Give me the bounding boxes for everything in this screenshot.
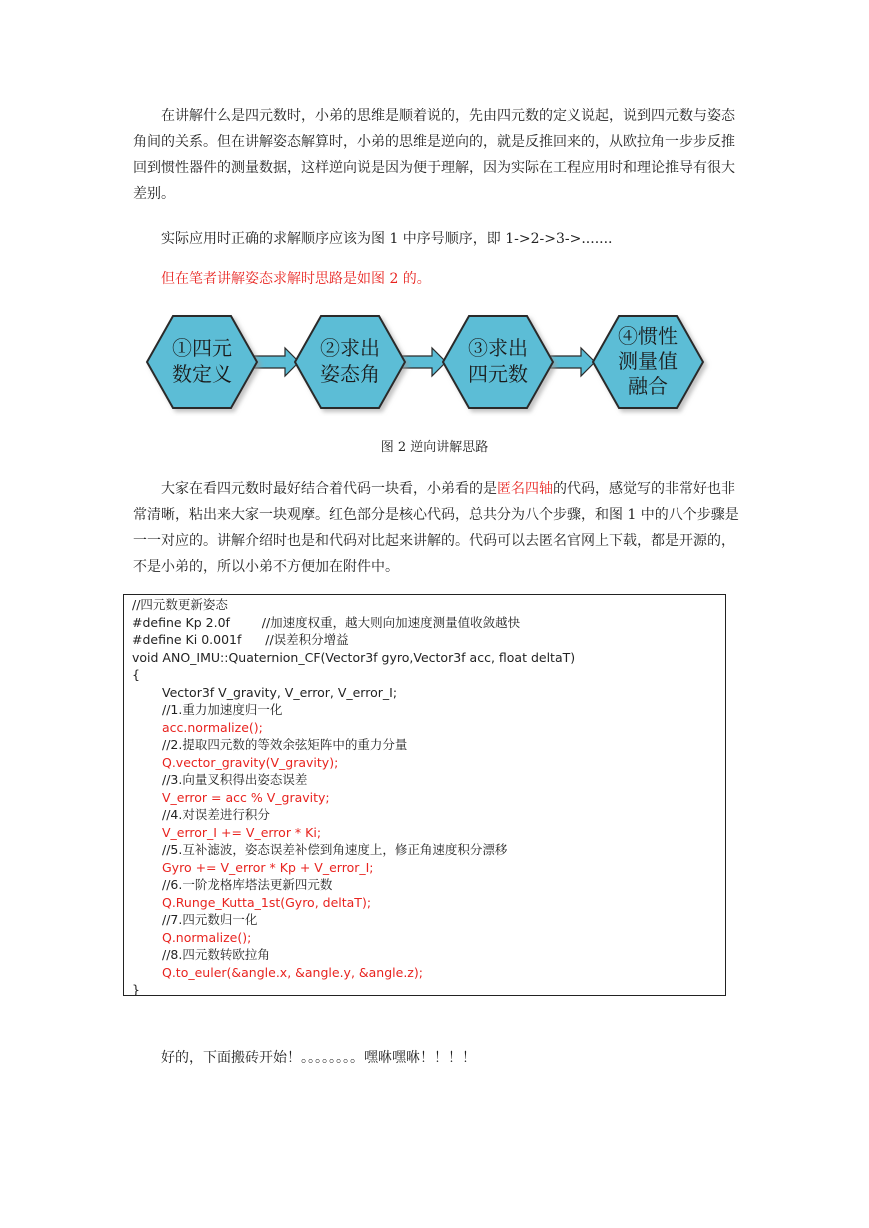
- code-line: }: [132, 982, 140, 997]
- order-paragraph: 实际应用时正确的求解顺序应该为图 1 中序号顺序，即 1->2->3->.......: [161, 231, 613, 247]
- code-line: Gyro += V_error * Kp + V_error_I;: [162, 859, 374, 875]
- code-line: Q.Runge_Kutta_1st(Gyro, deltaT);: [162, 894, 372, 910]
- step-2-hexagon: [295, 316, 405, 408]
- code-line: {: [132, 667, 140, 682]
- flow-arrow: [402, 348, 446, 376]
- step-3-hexagon: [443, 316, 553, 408]
- step-4-line2: 测量值: [618, 349, 678, 373]
- code-line: V_error = acc % V_gravity;: [162, 789, 330, 805]
- code-line: V_error_I += V_error * Ki;: [162, 824, 322, 840]
- code-line: //5.互补滤波，姿态误差补偿到角速度上，修正角速度积分漂移: [162, 842, 508, 857]
- code-line: void ANO_IMU::Quaternion_CF(Vector3f gyro,Vector3f acc, float deltaT): [132, 649, 576, 665]
- code-line: //8.四元数转欧拉角: [162, 947, 270, 962]
- code-intro-paragraph: [133, 476, 739, 580]
- code-line: acc.normalize();: [162, 719, 263, 735]
- step-3-line1: ③求出: [468, 336, 528, 360]
- code-line: Q.to_euler(&angle.x, &angle.y, &angle.z);: [162, 964, 423, 980]
- step-1-line2: 数定义: [172, 362, 232, 386]
- flow-arrow: [253, 348, 299, 376]
- code-line: Vector3f V_gravity, V_error, V_error_I;: [162, 684, 398, 700]
- code-line: Q.normalize();: [162, 929, 252, 945]
- step-2-line1: ②求出: [320, 336, 380, 360]
- code-line: //4.对误差进行积分: [162, 807, 270, 822]
- paragraph-text: 大家在看四元数时最好结合着代码一块看，小弟看的是: [161, 481, 497, 497]
- code-line: //四元数更新姿态: [132, 597, 228, 612]
- code-line: //2.提取四元数的等效余弦矩阵中的重力分量: [162, 737, 408, 752]
- step-1-line1: ①四元: [172, 336, 232, 360]
- step-2-line2: 姿态角: [320, 362, 380, 386]
- flow-arrow: [549, 348, 595, 376]
- step-3-line2: 四元数: [468, 362, 528, 386]
- highlight-link-text: 匿名四轴: [497, 481, 553, 497]
- step-4-hexagon: [593, 316, 703, 408]
- code-line: #define Kp 2.0f //加速度权重，越大则向加速度测量值收敛越快: [132, 614, 521, 630]
- code-line: //6.一阶龙格库塔法更新四元数: [162, 877, 333, 892]
- step-4-line1: ④惯性: [618, 324, 678, 348]
- closing-line: 好的，下面搬砖开始！。。。。。。。。嘿咻嘿咻！！！！: [161, 1050, 476, 1066]
- code-line: //3.向量叉积得出姿态误差: [162, 772, 308, 787]
- code-line: #define Ki 0.001f //误差积分增益: [132, 632, 349, 647]
- figure-caption: 图 2 逆向讲解思路: [380, 440, 489, 455]
- paragraph-text: 的代码，感觉写的非常好也非常清晰，粘出来大家一块观摩。红色部分是核心代码，总共分为八个步骤，和图 1 中的八个步骤是一一对应的。讲解介绍时也是和代码对比起来讲解的。代码可以去匿名官网上下载，都是开源的，不是小弟的，所以小弟不方便加在附件中。: [133, 481, 739, 575]
- code-line: Q.vector_gravity(V_gravity);: [162, 754, 339, 770]
- code-block: [123, 594, 726, 996]
- step-1-hexagon: [147, 316, 257, 408]
- reverse-flow-diagram: [145, 312, 725, 416]
- code-line: //1.重力加速度归一化: [162, 702, 283, 717]
- step-4-line3: 融合: [628, 374, 668, 398]
- code-line: //7.四元数归一化: [162, 912, 258, 927]
- red-note-paragraph: 但在笔者讲解姿态求解时思路是如图 2 的。: [161, 271, 431, 287]
- intro-paragraph: 在讲解什么是四元数时，小弟的思维是顺着说的，先由四元数的定义说起，说到四元数与姿态角间的关系。但在讲解姿态解算时，小弟的思维是逆向的，就是反推回来的，从欧拉角一步步反推回到惯性器件的测量数据，这样逆向说是因为便于理解，因为实际在工程应用时和理论推导有很大差别。: [133, 108, 735, 202]
